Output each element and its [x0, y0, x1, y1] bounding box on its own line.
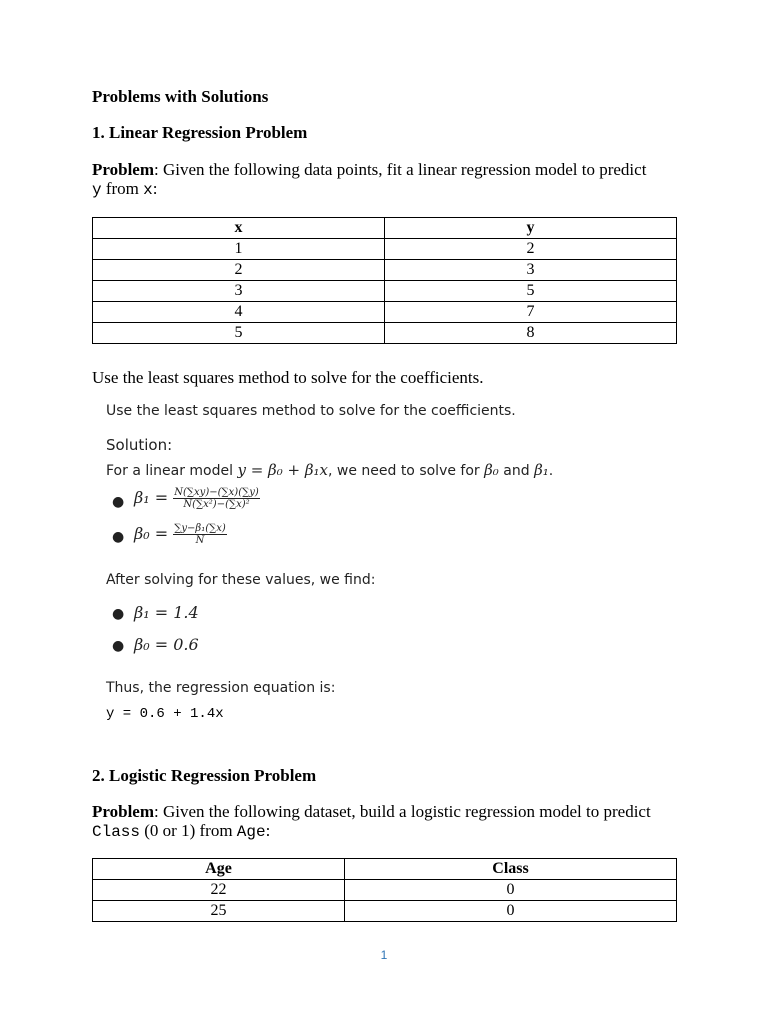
cell: 2	[385, 239, 677, 260]
and-text: and	[498, 463, 535, 479]
section2-heading: 2. Logistic Regression Problem	[92, 766, 317, 785]
table-row	[93, 239, 677, 260]
embedded-method-line: Use the least squares method to solve for the coefficients.	[106, 403, 516, 419]
header-x: x	[93, 218, 385, 239]
cell: 4	[93, 302, 385, 323]
problem-label: Problem	[92, 802, 155, 821]
beta0-formula	[134, 523, 227, 546]
beta0-lhs: β₀ =	[134, 524, 169, 543]
beta0-fraction	[173, 523, 227, 546]
problem-text-c: :	[152, 179, 158, 198]
problem-text-a: : Given the following dataset, build a logistic regression model to predict	[154, 802, 651, 821]
method-text: Use the least squares method to solve for the coefficients.	[92, 368, 484, 387]
cell: 25	[93, 901, 345, 922]
header-y: y	[385, 218, 677, 239]
problem-label: Problem	[92, 160, 155, 179]
beta0-result: β₀ = 0.6	[134, 635, 199, 654]
section1-problem	[92, 160, 652, 200]
table-row	[93, 323, 677, 344]
cell: 0	[345, 880, 677, 901]
cell: 1	[93, 239, 385, 260]
age-class-table	[92, 858, 677, 922]
beta1-denominator: N(∑x²)−(∑x)²	[183, 499, 250, 510]
cell: 5	[93, 323, 385, 344]
header-age: Age	[93, 859, 345, 880]
var-class: Class	[92, 823, 141, 841]
beta1-fraction	[173, 487, 260, 510]
section1-heading: 1. Linear Regression Problem	[92, 123, 308, 142]
cell: 8	[385, 323, 677, 344]
var-x: x	[143, 181, 153, 199]
regression-equation: y = 0.6 + 1.4x	[106, 706, 224, 722]
var-age: Age	[236, 823, 266, 841]
cell: 5	[385, 281, 677, 302]
document-title: Problems with Solutions	[92, 87, 269, 106]
bullet-icon: ●	[112, 494, 125, 510]
beta0-denominator: N	[195, 535, 205, 546]
section2-problem	[92, 802, 652, 842]
problem-text-c: :	[265, 821, 271, 840]
embedded-solution-image	[100, 398, 600, 738]
beta1-lhs: β₁ =	[134, 488, 169, 507]
model-prefix: For a linear model	[106, 463, 238, 479]
beta0-symbol: β₀	[484, 461, 499, 479]
problem-text-b: from	[101, 179, 144, 198]
beta1-formula	[134, 487, 260, 510]
cell: 3	[385, 260, 677, 281]
table-header-row	[93, 859, 677, 880]
model-mid: , we need to solve for	[327, 463, 485, 479]
table-header-row	[93, 218, 677, 239]
bullet-icon: ●	[112, 638, 125, 654]
cell: 3	[93, 281, 385, 302]
solution-label: Solution:	[106, 436, 173, 454]
table-row	[93, 260, 677, 281]
model-equation: y = β₀ + β₁x	[237, 461, 328, 479]
problem-text-b: (0 or 1) from	[140, 821, 237, 840]
beta1-numerator: N(∑xy)−(∑x)(∑y)	[174, 487, 259, 498]
bullet-icon: ●	[112, 529, 125, 545]
bullet-icon: ●	[112, 606, 125, 622]
page-number: 1	[380, 948, 388, 962]
period: .	[548, 463, 554, 479]
beta1-symbol: β₁	[534, 461, 549, 479]
after-solving-text: After solving for these values, we find:	[106, 572, 376, 588]
table-row	[93, 281, 677, 302]
cell: 7	[385, 302, 677, 323]
thus-text: Thus, the regression equation is:	[106, 680, 336, 696]
cell: 2	[93, 260, 385, 281]
var-y: y	[92, 181, 102, 199]
model-line	[106, 461, 553, 479]
header-class: Class	[345, 859, 677, 880]
table-row	[93, 880, 677, 901]
cell: 0	[345, 901, 677, 922]
table-row	[93, 302, 677, 323]
beta0-numerator: ∑y−β₁(∑x)	[174, 523, 226, 534]
table-row	[93, 901, 677, 922]
xy-data-table	[92, 217, 677, 344]
cell: 22	[93, 880, 345, 901]
problem-text-a: : Given the following data points, fit a linear regression model to predict	[154, 160, 647, 179]
beta1-result: β₁ = 1.4	[134, 603, 199, 622]
